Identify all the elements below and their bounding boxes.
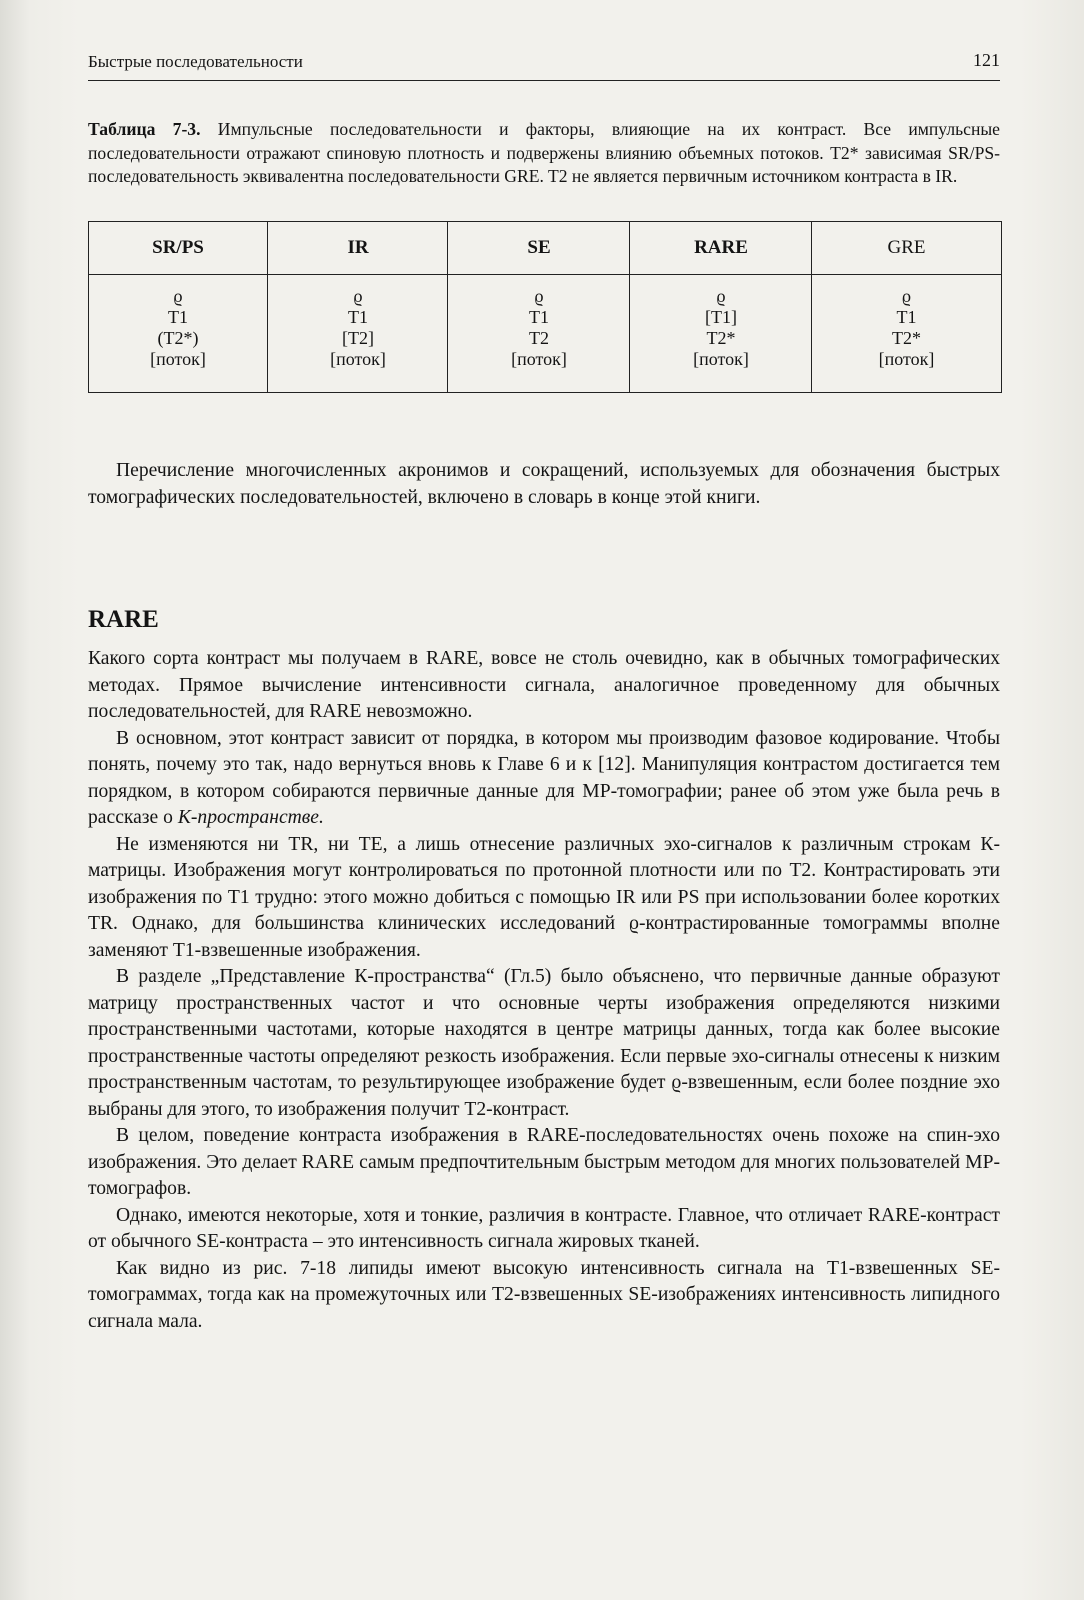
table-caption-text: Импульсные последовательности и факторы, влияющие на их контраст. Все импульсные последовательности отражают спиновую плотность и подвержены влиянию объемных потоков. T2* зависимая SR/PS-последовательность эквивалентна последовательности GRE. T2 не является первичным источником контраста в IR. [88,119,1000,186]
paragraph-3: Не изменяются ни TR, ни TE, а лишь отнесение различных эхо-сигналов к различным строкам К-матрицы. Изображения могут контролироваться по протонной плотности или по T2. Контрастировать эти изображения по T1 трудно: этого можно добиться с помощью IR или PS при использовании более коротких TR. Однако, для большинства клинических исследований ϱ-контрастированные томограммы вполне заменяют T1-взвешенные изображения. [88,833,1000,961]
table-header-cell: SE [527,237,551,258]
table-value: T1 [896,307,917,327]
table-caption [88,118,1000,189]
table-column-se [447,222,630,392]
table-value: T1 [529,307,549,327]
table-caption-label: Таблица 7-3. [88,119,201,139]
paragraph-6: Однако, имеются некоторые, хотя и тонкие, различия в контрасте. Главное, что отличает RARE-контраст от обычного SE-контраста – это интенсивность сигнала жировых тканей. [88,1204,1000,1252]
table-column-gre [811,222,1001,392]
table-body-cell [89,286,267,370]
table-column-rare [629,222,812,392]
section-body [88,646,1000,1335]
paragraph-5: В целом, поведение контраста изображения в RARE-последовательностях очень похоже на спин-эхо изображения. Это делает RARE самым предпочтительным быстрым методом для многих пользователей МР-томографов. [88,1125,1000,1199]
table-value: [поток] [330,349,386,369]
table-value: T2* [706,328,736,348]
page-number: 121 [973,50,1000,70]
running-head-title: Быстрые последовательности [88,52,303,71]
table-value: T1 [348,307,368,327]
table-column-sr-ps [89,222,267,392]
paragraph-2-text: В основном, этот контраст зависит от порядка, в котором мы производим фазовое кодирование. Чтобы понять, почему это так, надо вернуться вновь к Главе 6 и к [12]. Манипуляция контрастом достигается тем порядком, в котором собираются первичные данные для МР-томографии; ранее об этом уже была речь в рассказе о [88,727,1000,828]
table-value: (T2*) [157,328,199,348]
table-value: ϱ [716,286,726,306]
table-header-cell: RARE [694,237,748,258]
table-value: [поток] [511,349,567,369]
intro-paragraph-block [88,458,1000,511]
table-value: T2 [529,328,549,348]
table-header-cell: SR/PS [152,237,204,258]
table-value: [поток] [878,349,935,369]
section-heading: RARE [88,606,159,633]
table-value: [поток] [150,349,206,369]
paragraph-7: Как видно из рис. 7-18 липиды имеют высокую интенсивность сигнала на T1-взвешенных SE-томограммах, тогда как на промежуточных или T2-взвешенных SE-изображениях интенсивность липидного сигнала мала. [88,1257,1000,1332]
table-value: [T2] [342,328,374,348]
table-body-cell [448,286,630,370]
table-value: T2* [892,328,921,348]
table-body-cell [268,286,448,370]
table-header-cell: GRE [887,237,926,258]
table-body-cell [812,286,1001,370]
table-value: ϱ [901,286,912,306]
running-head [88,46,1000,81]
paragraph-1: Какого сорта контраст мы получаем в RARE, вовсе не столь очевидно, как в обычных томографических методах. Прямое вычисление интенсивности сигнала, аналогичное проведенному для обычных последовательностей, для RARE невозможно. [88,648,1000,722]
table-header-cell: IR [347,237,369,258]
paragraph-2 [88,726,1000,832]
contrast-factors-table [88,221,1002,393]
table-value: ϱ [353,286,363,306]
k-space-emphasis: К-пространстве. [177,807,324,828]
table-body-cell [630,286,812,370]
table-value: [поток] [693,349,749,369]
table-value: ϱ [534,286,544,306]
paragraph-4: В разделе „Представление К-пространства“ (Гл.5) было объяснено, что первичные данные образуют матрицу пространственных частот и что основные черты изображения определяются низкими пространственными частотами, которые находятся в центре матрицы данных, тогда как более высокие пространственные частоты определяют резкость изображения. Если первые эхо-сигналы отнесены к низким пространственным частотам, то результирующее изображение будет ϱ-взвешенным, если более поздние эхо выбраны для этого, то изображения получит T2-контраст. [88,966,1000,1120]
table-column-ir [267,222,448,392]
table-value: ϱ [173,286,183,306]
table-value: T1 [168,307,188,327]
table-value: [T1] [705,307,737,327]
intro-paragraph: Перечисление многочисленных акронимов и сокращений, используемых для обозначения быстрых томографических последовательностей, включено в словарь в конце этой книги. [88,460,1000,508]
